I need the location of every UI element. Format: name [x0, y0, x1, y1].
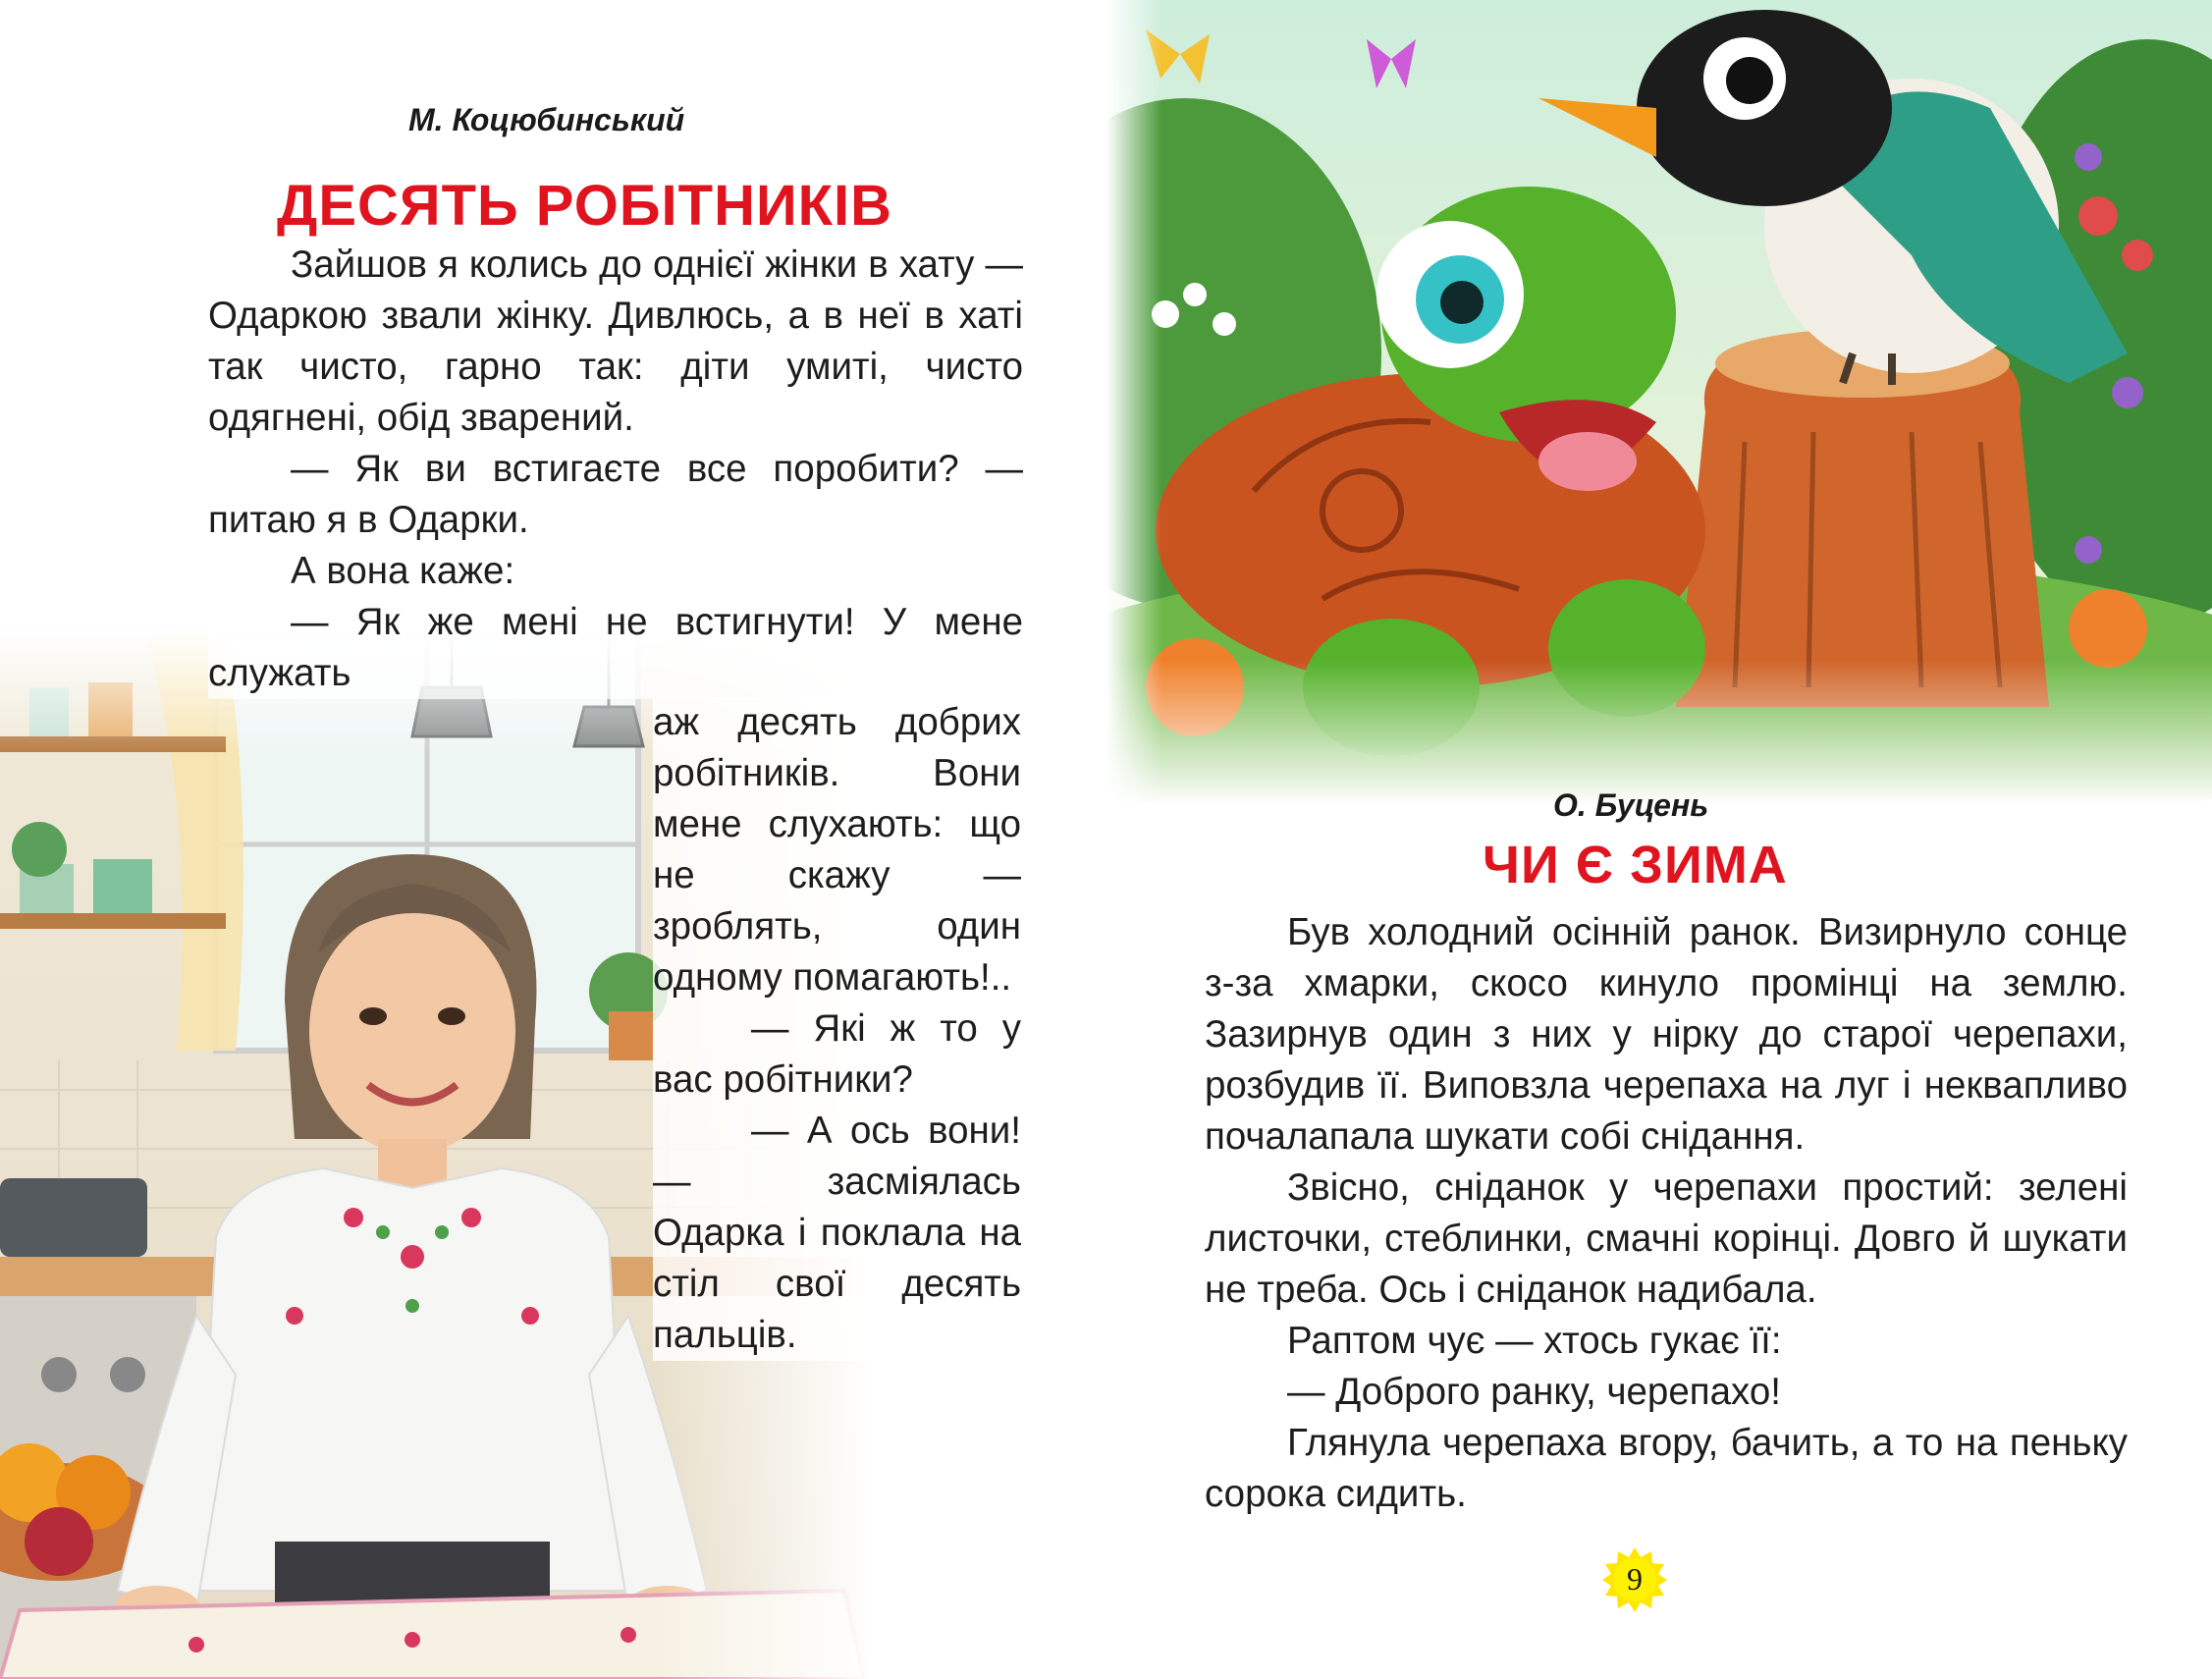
right-paragraph-4: — Доброго ранку, черепахо! — [1287, 1371, 1781, 1413]
right-paragraph-5: Глянула черепаха вгору, бачить, а то на пеньку сорока сидить. — [1205, 1422, 2128, 1515]
right-title: ЧИ Є ЗИМА — [1483, 836, 1788, 894]
right-page — [1106, 0, 2212, 1679]
page-number: 9 — [1627, 1561, 1643, 1597]
left-paragraph-1: Зайшов я колись до однієї жінки в хату — Одаркою звали жінку. Дивлюсь, а в неї в хаті так чисто, гарно так: діти умиті, чисто одягнені, обід зварений. — [208, 244, 1023, 439]
left-paragraph-3: А вона каже: — [291, 550, 515, 592]
right-paragraph-2: Звісно, сніданок у черепахи простий: зелені листочки, стеблинки, смачні корінці. Довго й шукати не треба. Ось і сніданок надибала. — [1205, 1166, 2128, 1311]
right-text — [1205, 907, 2128, 1520]
left-paragraph-2: — Як ви встигаєте все поробити? — питаю я в Одарки. — [208, 448, 1023, 541]
right-paragraph-3: Раптом чує — хтось гукає її: — [1287, 1320, 1782, 1362]
right-author: О. Буцень — [1553, 787, 1709, 823]
left-column-paragraph-3: — А ось вони! — засміялась Одарка і поклала на стіл свої десять пальців. — [653, 1110, 1021, 1356]
left-paragraph-4: — Як же мені не встигнути! У мене служать — [208, 597, 1023, 699]
left-text-column — [653, 697, 1021, 1361]
left-title: ДЕСЯТЬ РОБІТНИКІВ — [277, 174, 893, 238]
left-column-paragraph-2: — Які ж то у вас робітники? — [653, 1007, 1021, 1101]
left-column-paragraph-1: аж десять добрих робітників. Вони мене слухають: що не скажу — зроблять, один одному помагають!.. — [653, 701, 1021, 999]
page-number-badge — [1602, 1547, 1667, 1612]
left-author: М. Коцюбинський — [408, 102, 685, 137]
turtle-magpie-illustration — [1106, 0, 2212, 805]
left-text-full — [208, 240, 1023, 699]
right-paragraph-1: Був холодний осінній ранок. Визирнуло сонце з-за хмарки, скосо кинуло промінці на землю. Зазирнув один з них у нірку до старої черепахи, розбудив її. Виповзла черепаха на луг і неквапливо почалапала шукати собі снідання. — [1205, 911, 2128, 1158]
